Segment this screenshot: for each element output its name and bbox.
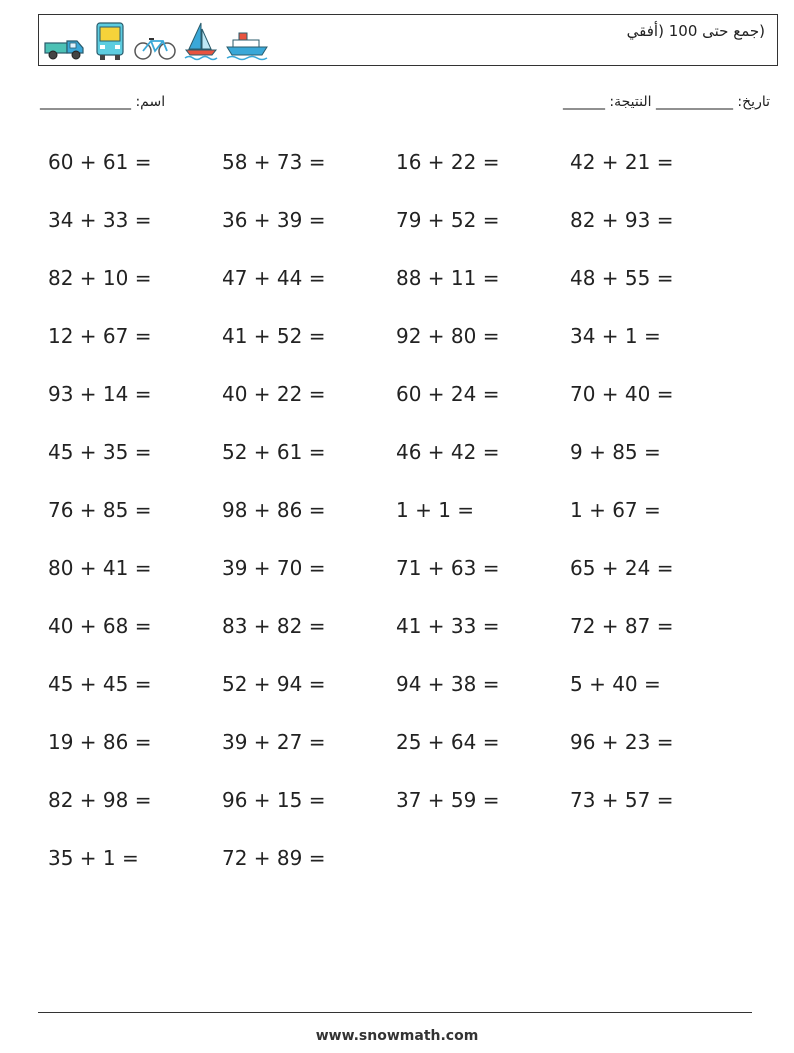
problem-item: 37 + 59 = xyxy=(396,788,500,812)
problem-row xyxy=(48,720,748,778)
problem-item: 1 + 67 = xyxy=(570,498,661,522)
problem-item: 25 + 64 = xyxy=(396,730,500,754)
problem-item: 52 + 94 = xyxy=(222,672,326,696)
footer-divider xyxy=(38,1012,752,1013)
problem-row xyxy=(48,662,748,720)
problem-item: 34 + 33 = xyxy=(48,208,152,232)
icon-strip xyxy=(43,21,269,61)
problem-row xyxy=(48,430,748,488)
date-score-field: ______ :تاريخ: ___________ النتيجة xyxy=(562,94,770,110)
problem-item: 60 + 61 = xyxy=(48,150,152,174)
problem-item: 98 + 86 = xyxy=(222,498,326,522)
truck-icon xyxy=(43,35,87,61)
problem-row xyxy=(48,778,748,836)
ship-icon xyxy=(225,31,269,61)
problem-item: 41 + 33 = xyxy=(396,614,500,638)
problem-item: 60 + 24 = xyxy=(396,382,500,406)
problem-item: 80 + 41 = xyxy=(48,556,152,580)
problem-item: 1 + 1 = xyxy=(396,498,475,522)
problem-item: 39 + 70 = xyxy=(222,556,326,580)
problem-item: 35 + 1 = xyxy=(48,846,139,870)
problem-item: 96 + 15 = xyxy=(222,788,326,812)
problem-item: 9 + 85 = xyxy=(570,440,661,464)
problem-grid xyxy=(48,140,748,894)
problem-row xyxy=(48,140,748,198)
problem-item: 82 + 98 = xyxy=(48,788,152,812)
problem-item: 5 + 40 = xyxy=(570,672,661,696)
problem-item: 47 + 44 = xyxy=(222,266,326,290)
problem-item: 40 + 22 = xyxy=(222,382,326,406)
problem-row xyxy=(48,604,748,662)
problem-item: 88 + 11 = xyxy=(396,266,500,290)
problem-item: 40 + 68 = xyxy=(48,614,152,638)
problem-row xyxy=(48,488,748,546)
problem-item: 16 + 22 = xyxy=(396,150,500,174)
problem-row xyxy=(48,256,748,314)
problem-item: 19 + 86 = xyxy=(48,730,152,754)
problem-item: 41 + 52 = xyxy=(222,324,326,348)
problem-item: 34 + 1 = xyxy=(570,324,661,348)
problem-item: 46 + 42 = xyxy=(396,440,500,464)
problem-item: 82 + 93 = xyxy=(570,208,674,232)
problem-row xyxy=(48,836,748,894)
name-field: _____________ :اسم xyxy=(40,94,166,110)
problem-item: 48 + 55 = xyxy=(570,266,674,290)
problem-item: 42 + 21 = xyxy=(570,150,674,174)
bus-icon xyxy=(93,21,127,61)
problem-item: 93 + 14 = xyxy=(48,382,152,406)
problem-row xyxy=(48,372,748,430)
problem-item: 92 + 80 = xyxy=(396,324,500,348)
problem-item: 83 + 82 = xyxy=(222,614,326,638)
problem-item: 12 + 67 = xyxy=(48,324,152,348)
problem-item: 76 + 85 = xyxy=(48,498,152,522)
problem-item: 52 + 61 = xyxy=(222,440,326,464)
problem-item: 79 + 52 = xyxy=(396,208,500,232)
problem-row xyxy=(48,546,748,604)
problem-item: 72 + 87 = xyxy=(570,614,674,638)
problem-item: 45 + 35 = xyxy=(48,440,152,464)
bicycle-icon xyxy=(133,35,177,61)
problem-item: 94 + 38 = xyxy=(396,672,500,696)
problem-item: 36 + 39 = xyxy=(222,208,326,232)
problem-item: 96 + 23 = xyxy=(570,730,674,754)
problem-item: 39 + 27 = xyxy=(222,730,326,754)
problem-item: 73 + 57 = xyxy=(570,788,674,812)
problem-row xyxy=(48,314,748,372)
problem-item: 58 + 73 = xyxy=(222,150,326,174)
problem-item: 65 + 24 = xyxy=(570,556,674,580)
footer-url: www.snowmath.com xyxy=(315,1028,479,1044)
problem-item: 72 + 89 = xyxy=(222,846,326,870)
problem-item: 45 + 45 = xyxy=(48,672,152,696)
problem-item: 70 + 40 = xyxy=(570,382,674,406)
header-box xyxy=(38,14,778,66)
problem-row xyxy=(48,198,748,256)
sailboat-icon xyxy=(183,21,219,61)
problem-item: 71 + 63 = xyxy=(396,556,500,580)
problem-item: 82 + 10 = xyxy=(48,266,152,290)
worksheet-title: (جمع حتى 100 (أفقي xyxy=(626,22,765,40)
